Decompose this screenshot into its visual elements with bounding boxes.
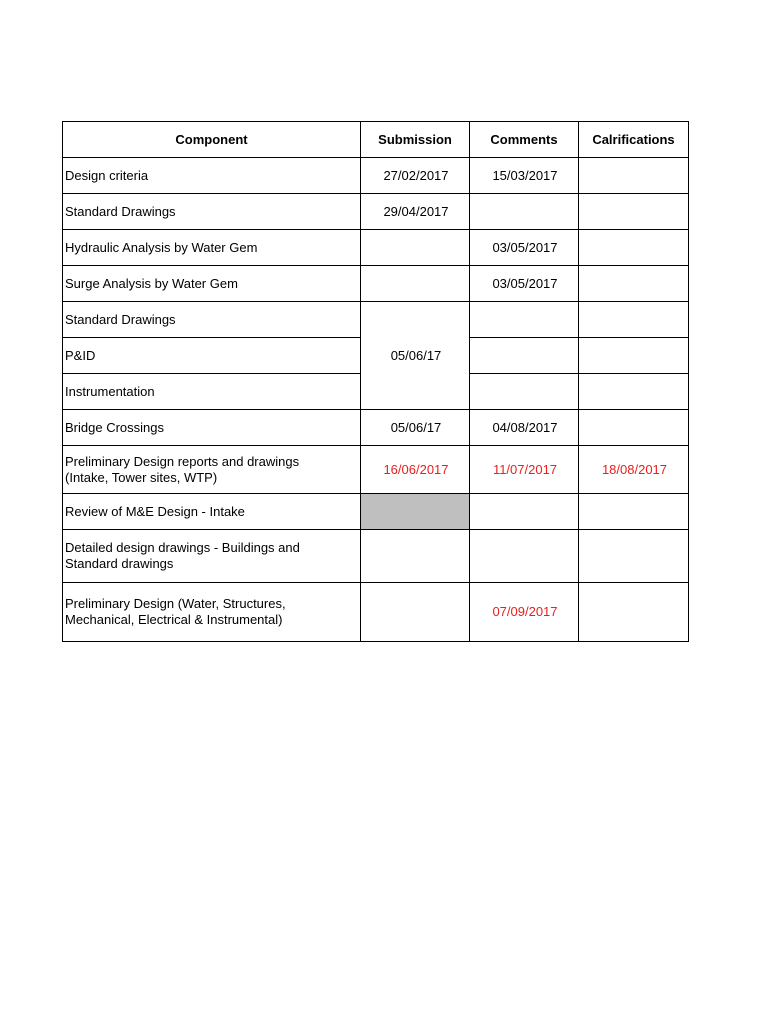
- comments-cell: 03/05/2017: [470, 266, 579, 302]
- component-cell: Bridge Crossings: [63, 410, 361, 446]
- clarifications-cell: [579, 583, 689, 642]
- table-row: [63, 446, 689, 494]
- submission-cell: 05/06/17: [361, 410, 470, 446]
- submission-cell: [361, 583, 470, 642]
- submission-cell: 27/02/2017: [361, 158, 470, 194]
- clarifications-cell: [579, 338, 689, 374]
- table-row: [63, 194, 689, 230]
- table-row: [63, 494, 689, 530]
- submission-cell: 29/04/2017: [361, 194, 470, 230]
- table-row: [63, 583, 689, 642]
- header-comments: Comments: [470, 122, 579, 158]
- submission-cell: [361, 230, 470, 266]
- clarifications-cell: [579, 374, 689, 410]
- header-component: Component: [63, 122, 361, 158]
- component-cell: Preliminary Design (Water, Structures, Mechanical, Electrical & Instrumental): [63, 583, 361, 642]
- comments-cell: [470, 302, 579, 338]
- clarifications-cell: [579, 158, 689, 194]
- table-row: [63, 302, 689, 338]
- clarifications-cell: [579, 494, 689, 530]
- component-cell: Surge Analysis by Water Gem: [63, 266, 361, 302]
- header-submission: Submission: [361, 122, 470, 158]
- clarifications-cell: [579, 530, 689, 583]
- clarifications-cell: [579, 302, 689, 338]
- table-row: [63, 410, 689, 446]
- component-cell: Preliminary Design reports and drawings (Intake, Tower sites, WTP): [63, 446, 361, 494]
- submission-cell: [361, 266, 470, 302]
- comments-cell: [470, 194, 579, 230]
- comments-cell: 15/03/2017: [470, 158, 579, 194]
- submission-cell-merged: 05/06/17: [361, 302, 470, 410]
- component-cell: Instrumentation: [63, 374, 361, 410]
- clarifications-cell: [579, 230, 689, 266]
- component-cell: Hydraulic Analysis by Water Gem: [63, 230, 361, 266]
- header-clarifications: Calrifications: [579, 122, 689, 158]
- submission-cell-shaded: [361, 494, 470, 530]
- schedule-table: [62, 121, 689, 642]
- header-row: [63, 122, 689, 158]
- comments-cell: 11/07/2017: [470, 446, 579, 494]
- table-row: [63, 158, 689, 194]
- component-cell: Standard Drawings: [63, 194, 361, 230]
- table-row: [63, 230, 689, 266]
- table-row: [63, 530, 689, 583]
- submission-cell: [361, 530, 470, 583]
- comments-cell: [470, 374, 579, 410]
- comments-cell: 07/09/2017: [470, 583, 579, 642]
- submission-cell: 16/06/2017: [361, 446, 470, 494]
- component-cell: Design criteria: [63, 158, 361, 194]
- comments-cell: [470, 494, 579, 530]
- component-cell: Review of M&E Design - Intake: [63, 494, 361, 530]
- component-cell: Detailed design drawings - Buildings and Standard drawings: [63, 530, 361, 583]
- table-row: [63, 266, 689, 302]
- comments-cell: [470, 530, 579, 583]
- component-cell: Standard Drawings: [63, 302, 361, 338]
- comments-cell: 03/05/2017: [470, 230, 579, 266]
- comments-cell: 04/08/2017: [470, 410, 579, 446]
- component-cell: P&ID: [63, 338, 361, 374]
- clarifications-cell: 18/08/2017: [579, 446, 689, 494]
- clarifications-cell: [579, 410, 689, 446]
- comments-cell: [470, 338, 579, 374]
- clarifications-cell: [579, 194, 689, 230]
- clarifications-cell: [579, 266, 689, 302]
